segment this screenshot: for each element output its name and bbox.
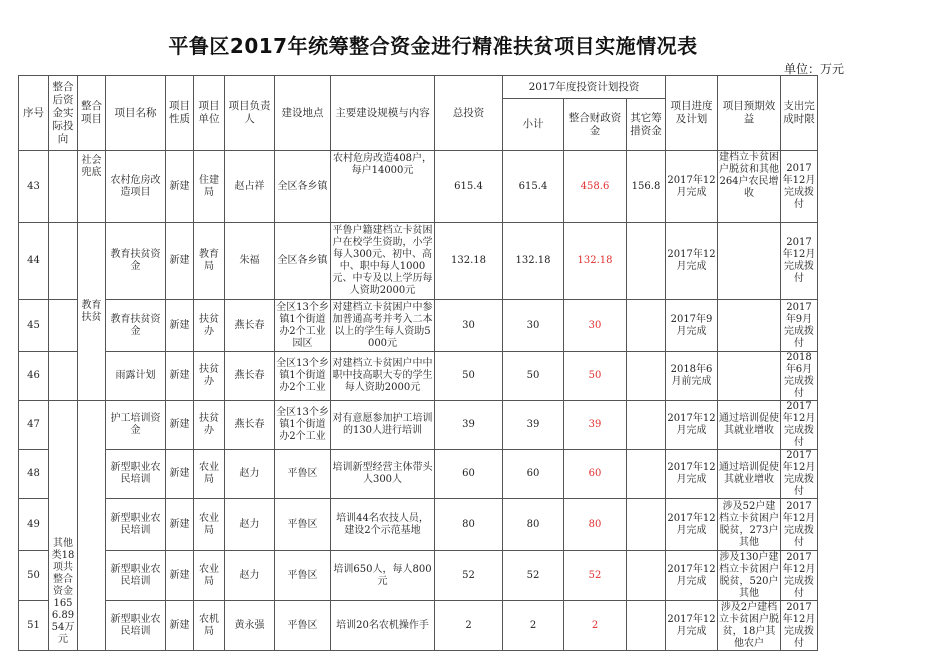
cell-name: 新型职业农民培训 <box>106 551 166 601</box>
header-seq: 序号 <box>19 76 49 151</box>
cell-seq: 48 <box>19 450 49 499</box>
cell-fiscal: 458.6 <box>564 151 627 223</box>
cell-deadline: 2017年9月完成拨付 <box>781 300 818 352</box>
cell-benefit: 涉及52户建档立卡贫困户脱贫，273户其他 <box>718 499 781 551</box>
cell-total: 50 <box>435 352 503 401</box>
cell-deadline: 2017年12月完成拨付 <box>781 223 818 300</box>
cell-nature: 新建 <box>166 601 194 651</box>
sheet-title: 平鲁区2017年统筹整合资金进行精准扶贫项目实施情况表 <box>168 34 698 58</box>
cell-content: 对建档立卡贫困户中中职中技高职大专的学生每人资助2000元 <box>331 352 435 401</box>
cell-deadline: 2017年12月完成拨付 <box>781 551 818 601</box>
cell-name: 教育扶贫资金 <box>106 223 166 300</box>
cell-group-other: 其他类18项共整合资金1656.8954万元 <box>49 401 78 651</box>
cell-org: 住建局 <box>194 151 225 223</box>
project-table <box>18 75 818 651</box>
cell-content: 培训20名农机操作手 <box>331 601 435 651</box>
cell-fiscal: 52 <box>564 551 627 601</box>
cell-progress: 2018年6月前完成 <box>666 352 718 401</box>
cell-benefit <box>718 223 781 300</box>
cell-progress: 2017年12月完成 <box>666 601 718 651</box>
cell-leader: 赵力 <box>225 450 275 499</box>
cell-location: 平鲁区 <box>275 601 331 651</box>
cell-fund-after <box>49 300 78 352</box>
cell-subtotal: 52 <box>503 551 564 601</box>
cell-name: 新型职业农民培训 <box>106 499 166 551</box>
cell-progress: 2017年9月完成 <box>666 300 718 352</box>
cell-benefit: 涉及130户建档立卡贫困户脱贫，520户其他 <box>719 551 779 599</box>
table-row <box>19 151 818 223</box>
cell-deadline: 2017年12月完成拨付 <box>781 151 818 223</box>
cell-progress: 2017年12月完成 <box>666 499 718 551</box>
cell-nature: 新建 <box>166 151 194 223</box>
cell-progress: 2017年12月完成 <box>666 401 718 450</box>
cell-seq: 44 <box>19 223 49 300</box>
cell-total: 30 <box>435 300 503 352</box>
cell-seq: 46 <box>19 352 49 401</box>
cell-subtotal: 60 <box>503 450 564 499</box>
cell-other <box>627 601 666 651</box>
header-fiscal: 整合财政资金 <box>564 99 627 151</box>
cell-deadline: 2017年12月完成拨付 <box>781 401 818 450</box>
cell-content: 对建档立卡贫困户中参加普通高考并考入二本以上的学生每人资助5000元 <box>331 300 435 352</box>
unit-label: 单位：万元 <box>783 62 844 76</box>
cell-seq: 49 <box>19 499 49 551</box>
cell-leader: 燕长春 <box>225 352 275 401</box>
cell-location: 全区各乡镇 <box>275 151 331 223</box>
cell-seq: 47 <box>19 401 49 450</box>
cell-location: 全区各乡镇 <box>275 223 331 300</box>
cell-name: 新型职业农民培训 <box>106 601 166 651</box>
cell-benefit <box>718 352 781 401</box>
cell-location: 平鲁区 <box>275 551 331 601</box>
cell-group-education: 教育扶贫 <box>78 223 106 401</box>
cell-fiscal: 132.18 <box>564 223 627 300</box>
header-other: 其它筹措资金 <box>627 99 666 151</box>
cell-org: 农业局 <box>194 551 225 601</box>
table-row <box>19 352 818 401</box>
cell-org: 农业局 <box>194 499 225 551</box>
cell-nature: 新建 <box>166 499 194 551</box>
cell-other <box>627 499 666 551</box>
cell-org: 教育局 <box>194 223 225 300</box>
table-row <box>19 223 818 300</box>
cell-benefit: 涉及2户建档立卡贫困户脱贫，18户其他农户 <box>719 601 779 649</box>
header-nature: 项目性质 <box>166 76 194 151</box>
table-row <box>19 551 818 601</box>
cell-other <box>627 223 666 300</box>
cell-deadline: 2017年12月完成拨付 <box>781 499 818 551</box>
cell-seq: 50 <box>19 551 49 601</box>
cell-subtotal: 2 <box>503 601 564 651</box>
cell-name: 护工培训资金 <box>106 401 166 450</box>
cell-fiscal: 2 <box>564 601 627 651</box>
cell-subtotal: 80 <box>503 499 564 551</box>
header-plan-group: 2017年度投资计划投资 <box>503 76 666 99</box>
cell-total: 2 <box>435 601 503 651</box>
cell-subtotal: 50 <box>503 352 564 401</box>
cell-fiscal: 60 <box>564 450 627 499</box>
cell-progress: 2017年12月完成 <box>666 450 718 499</box>
cell-benefit: 通过培训促使其就业增收 <box>718 401 781 450</box>
cell-benefit: 建档立卡贫困户脱贫和其他264户农民增收 <box>718 151 781 223</box>
cell-progress: 2017年12月完成 <box>666 151 718 223</box>
cell-name: 雨露计划 <box>106 352 166 401</box>
cell-total: 60 <box>435 450 503 499</box>
cell-nature: 新建 <box>166 352 194 401</box>
cell-total: 132.18 <box>435 223 503 300</box>
cell-group-social: 社会兜底 <box>78 151 106 223</box>
cell-total: 615.4 <box>435 151 503 223</box>
table-row <box>19 499 818 551</box>
cell-location: 平鲁区 <box>275 450 331 499</box>
header-deadline: 支出完成时限 <box>781 76 818 151</box>
cell-seq: 45 <box>19 300 49 352</box>
cell-org: 扶贫办 <box>194 300 225 352</box>
cell-content: 平鲁户籍建档立卡贫困户在校学生资助，小学每人300元、初中、高中、职中每人1000元、中专及以上学历每人资助2000元 <box>331 223 435 300</box>
cell-deadline: 2017年12月完成拨付 <box>781 450 818 499</box>
cell-benefit: 通过培训促使其就业增收 <box>718 450 781 499</box>
cell-org: 农业局 <box>194 450 225 499</box>
header-project-type: 整合项目 <box>78 76 106 151</box>
cell-other: 156.8 <box>627 151 666 223</box>
cell-leader: 燕长春 <box>225 300 275 352</box>
cell-nature: 新建 <box>166 223 194 300</box>
cell-location: 全区13个乡镇1个街道办2个工业园区 <box>275 300 331 352</box>
cell-content: 培训44名农技人员，建设2个示范基地 <box>331 499 435 551</box>
table-row <box>19 450 818 499</box>
cell-fund-after <box>49 151 78 223</box>
header-benefit: 项目预期效益 <box>718 76 781 151</box>
cell-fiscal: 80 <box>564 499 627 551</box>
cell-progress: 2017年12月完成 <box>666 551 718 601</box>
cell-location: 全区13个乡镇1个街道办2个工业 <box>275 401 331 450</box>
cell-leader: 赵力 <box>225 551 275 601</box>
cell-nature: 新建 <box>166 551 194 601</box>
cell-location: 全区13个乡镇1个街道办2个工业 <box>275 352 331 401</box>
table-row <box>19 300 818 352</box>
cell-content: 培训650人，每人800元 <box>331 551 435 601</box>
cell-org: 扶贫办 <box>194 401 225 450</box>
cell-deadline: 2018年6月完成拨付 <box>781 352 818 401</box>
cell-fiscal: 50 <box>564 352 627 401</box>
header-content: 主要建设规模与内容 <box>331 76 435 151</box>
cell-benefit <box>718 300 781 352</box>
header-total: 总投资 <box>435 76 503 151</box>
cell-other <box>627 450 666 499</box>
cell-leader: 黄永强 <box>225 601 275 651</box>
cell-deadline: 2017年12月完成拨付 <box>781 601 818 651</box>
cell-name: 农村危房改造项目 <box>106 151 166 223</box>
cell-other <box>627 401 666 450</box>
cell-progress: 2017年12月完成 <box>666 223 718 300</box>
cell-leader: 赵占祥 <box>225 151 275 223</box>
cell-fund-after <box>49 352 78 401</box>
cell-fund-after <box>49 223 78 300</box>
cell-nature: 新建 <box>166 401 194 450</box>
header-leader: 项目负责人 <box>225 76 275 151</box>
header-org: 项目单位 <box>194 76 225 151</box>
cell-content: 农村危房改造408户，每户14000元 <box>331 151 435 223</box>
cell-name: 新型职业农民培训 <box>106 450 166 499</box>
cell-project-type-empty <box>78 401 106 651</box>
header-name: 项目名称 <box>106 76 166 151</box>
cell-location: 平鲁区 <box>275 499 331 551</box>
cell-total: 80 <box>435 499 503 551</box>
cell-subtotal: 615.4 <box>503 151 564 223</box>
cell-seq: 51 <box>19 601 49 651</box>
cell-leader: 赵力 <box>225 499 275 551</box>
cell-total: 39 <box>435 401 503 450</box>
cell-content: 培训新型经营主体带头人300人 <box>331 450 435 499</box>
cell-leader: 燕长春 <box>225 401 275 450</box>
header-subtotal: 小计 <box>503 99 564 151</box>
cell-content: 对有意愿参加护工培训的130人进行培训 <box>331 401 435 450</box>
header-fund-after: 整合后资金实际投向 <box>49 76 78 151</box>
cell-subtotal: 132.18 <box>503 223 564 300</box>
cell-fiscal: 30 <box>564 300 627 352</box>
cell-total: 52 <box>435 551 503 601</box>
header-progress: 项目进度及计划 <box>666 76 718 151</box>
cell-other <box>627 300 666 352</box>
cell-fiscal: 39 <box>564 401 627 450</box>
cell-subtotal: 39 <box>503 401 564 450</box>
cell-nature: 新建 <box>166 450 194 499</box>
header-location: 建设地点 <box>275 76 331 151</box>
cell-name: 教育扶贫资金 <box>106 300 166 352</box>
cell-org: 农机局 <box>194 601 225 651</box>
cell-seq: 43 <box>19 151 49 223</box>
cell-subtotal: 30 <box>503 300 564 352</box>
cell-org: 扶贫办 <box>194 352 225 401</box>
cell-leader: 朱福 <box>225 223 275 300</box>
table-row <box>19 601 818 651</box>
cell-other <box>627 352 666 401</box>
table-row <box>19 401 818 450</box>
cell-other <box>627 551 666 601</box>
cell-nature: 新建 <box>166 300 194 352</box>
